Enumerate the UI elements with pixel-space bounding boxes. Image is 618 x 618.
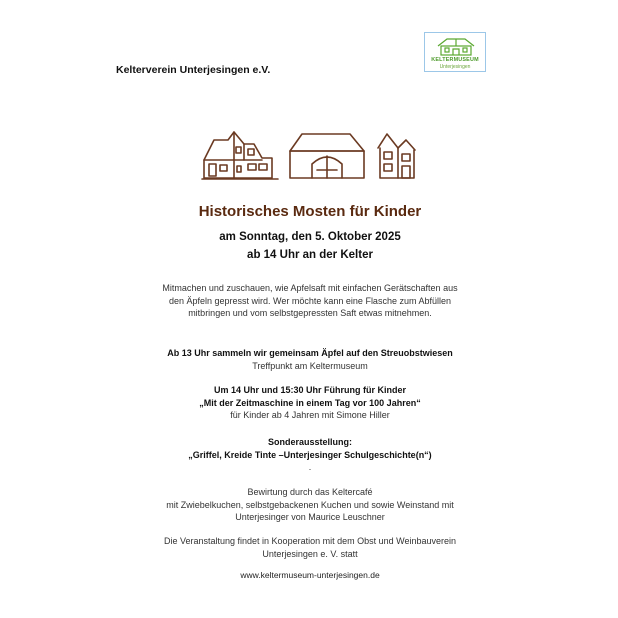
organization-name: Kelterverein Unterjesingen e.V. xyxy=(116,64,271,76)
tour-headline: Um 14 Uhr und 15:30 Uhr Führung für Kinder xyxy=(213,385,406,395)
tour-name: „Mit der Zeitmaschine in einem Tag vor 100 Jahren“ xyxy=(199,397,421,408)
intro-paragraph xyxy=(110,282,510,320)
catering-section xyxy=(110,486,510,524)
event-time: ab 14 Uhr an der Kelter xyxy=(247,249,373,261)
intro-line: den Äpfeln gepresst wird. Wer möchte kann eine Flasche zum Abfüllen xyxy=(169,295,451,306)
catering-line: Unterjesinger von Maurice Leuschner xyxy=(235,512,385,522)
event-date: am Sonntag, den 5. Oktober 2025 xyxy=(219,231,401,243)
half-timbered-house-icon xyxy=(204,132,272,178)
catering-line: Bewirtung durch das Keltercafé xyxy=(247,487,373,497)
exhibition-section xyxy=(110,436,510,474)
tour-audience: für Kinder ab 4 Jahren mit Simone Hiller xyxy=(230,410,390,420)
keltermuseum-logo xyxy=(424,32,486,72)
logo-subtitle: Unterjesingen xyxy=(439,64,471,70)
apple-collection-section xyxy=(110,347,510,372)
intro-line: Mitmachen und zuschauen, wie Apfelsaft mit einfachen Gerätschaften aus xyxy=(162,283,458,293)
museum-house-icon xyxy=(435,36,477,56)
tower-house-icon xyxy=(378,134,415,178)
logo-title: KELTERMUSEUM xyxy=(431,57,479,63)
separator-dot: . xyxy=(308,462,312,472)
intro-line: mitbringen und vom selbstgepressten Saft etwas mitnehmen. xyxy=(188,308,432,318)
event-title: Historisches Mosten für Kinder xyxy=(198,203,422,220)
cooperation-line: Die Veranstaltung findet in Kooperation mit dem Obst und Weinbauverein xyxy=(163,536,456,546)
barn-icon xyxy=(290,134,364,178)
catering-line: mit Zwiebelkuchen, selbstgebackenen Kuchen und sowie Weinstand mit xyxy=(166,499,454,510)
cooperation-line: Unterjesingen e. V. statt xyxy=(262,548,358,559)
collection-headline: Ab 13 Uhr sammeln wir gemeinsam Äpfel auf den Streuobstwiesen xyxy=(167,348,453,358)
exhibition-name: „Griffel, Kreide Tinte –Unterjesinger Schulgeschichte(n“) xyxy=(188,449,432,460)
tour-section xyxy=(110,384,510,422)
meeting-point: Treffpunkt am Keltermuseum xyxy=(252,360,368,371)
historic-houses-illustration xyxy=(200,126,422,182)
cooperation-section xyxy=(110,535,510,560)
exhibition-label: Sonderausstellung: xyxy=(267,437,352,447)
website-link[interactable]: www.keltermuseum-unterjesingen.de xyxy=(240,570,380,580)
